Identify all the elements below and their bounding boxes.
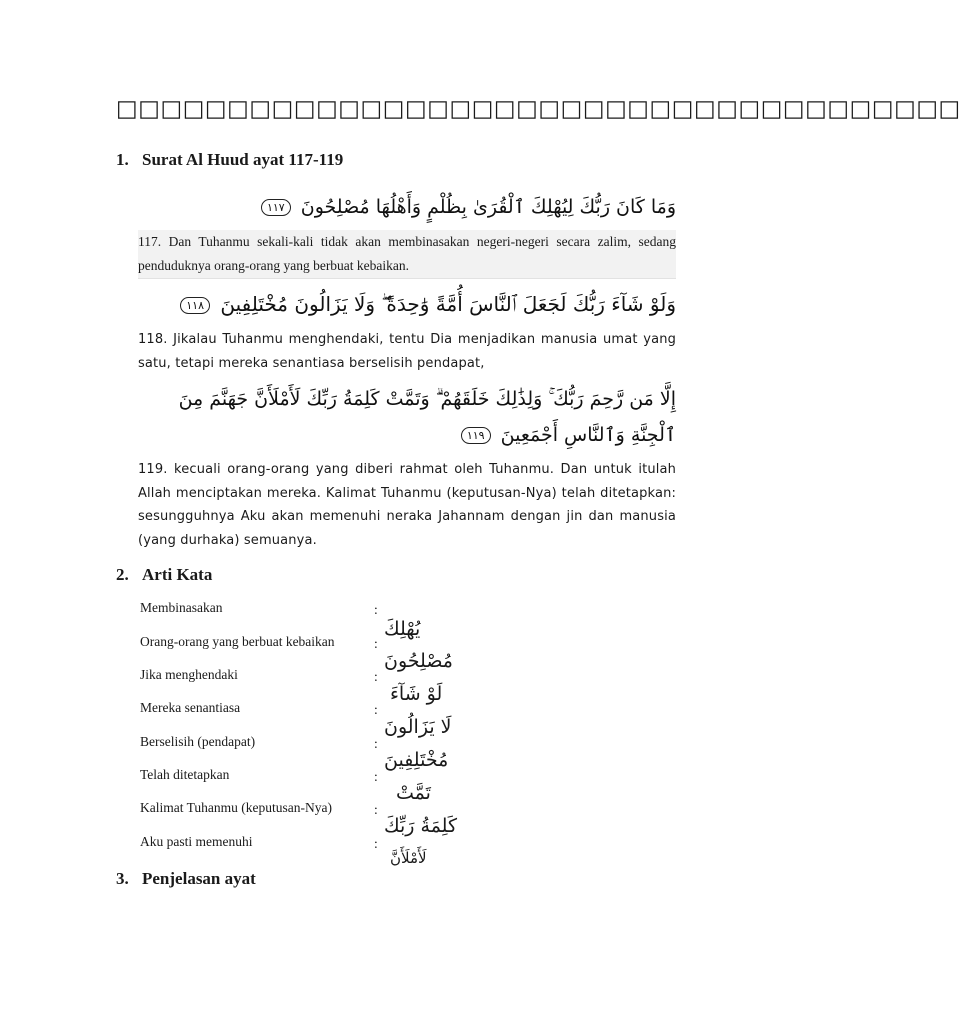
glossary-term: Kalimat Tuhanmu (keputusan-Nya) — [140, 800, 332, 815]
section-2-title: Arti Kata — [142, 565, 213, 584]
ayah-118-marker: ١١٨ — [180, 297, 210, 314]
glossary-colon: : — [374, 802, 378, 817]
glossary-arabic: لَأَمْلَأَنَّ — [390, 849, 427, 867]
section-3-heading — [116, 869, 256, 889]
ayah-119-marker: ١١٩ — [461, 427, 491, 444]
glossary-term: Berselisih (pendapat) — [140, 734, 256, 749]
glossary-colon: : — [374, 836, 378, 851]
glossary-colon: : — [374, 702, 378, 717]
glossary-colon: : — [374, 669, 378, 684]
glossary-colon: : — [374, 602, 378, 617]
section-3-title: Penjelasan ayat — [142, 869, 256, 888]
glossary-term: Aku pasti memenuhi — [140, 834, 253, 849]
section-2-heading — [116, 565, 212, 585]
ayah-118-text: وَلَوْ شَآءَ رَبُّكَ لَجَعَلَ ٱلنَّاسَ أُمَّةً وَٰحِدَةً ۖ وَلَا يَزَالُونَ مُخْتَلِفِينَ — [220, 292, 676, 316]
glossary-term: Mereka senantiasa — [140, 700, 241, 715]
ayah-119-translation: 119. kecuali orang-orang yang diberi rahmat oleh Tuhanmu. Dan untuk itulah Allah menciptakan mereka. Kalimat Tuhanmu (keputusan-Nya) telah ditetapkan: sesungguhnya Aku akan memenuhi neraka Jahannam dengan jin dan manusia (yang durhaka) semuanya. — [138, 462, 676, 548]
ayah-117-arabic — [266, 196, 676, 218]
ayah-119-arabic-line-1: إِلَّا مَن رَّحِمَ رَبُّكَ ۚ وَلِذَٰلِكَ خَلَقَهُمْ ۗ وَتَمَّتْ كَلِمَةُ رَبِّكَ لَأَمْلَأَنَّ جَهَنَّمَ مِنَ — [178, 388, 676, 410]
ayah-119-arabic-line-2 — [440, 424, 676, 446]
glossary-term: Telah ditetapkan — [140, 767, 230, 782]
glossary-term: Orang-orang yang berbuat kebaikan — [140, 634, 335, 649]
glossary-arabic: كَلِمَةُ رَبِّكَ — [384, 815, 458, 837]
glossary-arabic: يُهْلِكَ — [384, 618, 421, 640]
section-1-title: Surat Al Huud ayat 117-119 — [142, 150, 344, 169]
glossary-arabic: لَا يَزَالُونَ — [384, 716, 452, 738]
ayah-118-translation: 118. Jikalau Tuhanmu menghendaki, tentu Dia menjadikan manusia umat yang satu, tetapi mereka senantiasa berselisih pendapat, — [138, 332, 676, 371]
divider — [138, 278, 676, 279]
glossary-arabic: مُخْتَلِفِينَ — [384, 749, 449, 771]
ayah-118-arabic — [186, 292, 676, 316]
section-3-number: 3. — [116, 869, 129, 888]
section-1-number: 1. — [116, 150, 129, 169]
ayah-117-text: وَمَا كَانَ رَبُّكَ لِيُهْلِكَ ٱلْقُرَىٰ بِظُلْمٍ وَأَهْلُهَا مُصْلِحُونَ — [300, 196, 676, 218]
section-1-heading — [116, 150, 343, 170]
glossary-arabic: لَوْ شَآءَ — [390, 683, 443, 705]
glossary-arabic: مُصْلِحُونَ — [384, 650, 453, 672]
ayah-117-marker: ١١٧ — [261, 199, 291, 216]
ayah-119-text: ٱلْجِنَّةِ وَٱلنَّاسِ أَجْمَعِينَ — [500, 424, 676, 446]
glossary-arabic: تَمَّتْ — [396, 782, 431, 804]
glossary-term: Jika menghendaki — [140, 667, 238, 682]
glossary-colon: : — [374, 736, 378, 751]
section-2-number: 2. — [116, 565, 129, 584]
ayah-117-translation: 117. Dan Tuhanmu sekali-kali tidak akan membinasakan negeri-negeri secara zalim, sedang penduduknya orang-orang yang berbuat kebaikan. — [138, 230, 676, 278]
glossary-colon: : — [374, 769, 378, 784]
document-title: □□□□□□□□□□□□□□□□□□□□□□□□□□□□□□□□□□□□□□ — [116, 96, 961, 122]
glossary-term: Membinasakan — [140, 600, 223, 615]
glossary-colon: : — [374, 636, 378, 651]
